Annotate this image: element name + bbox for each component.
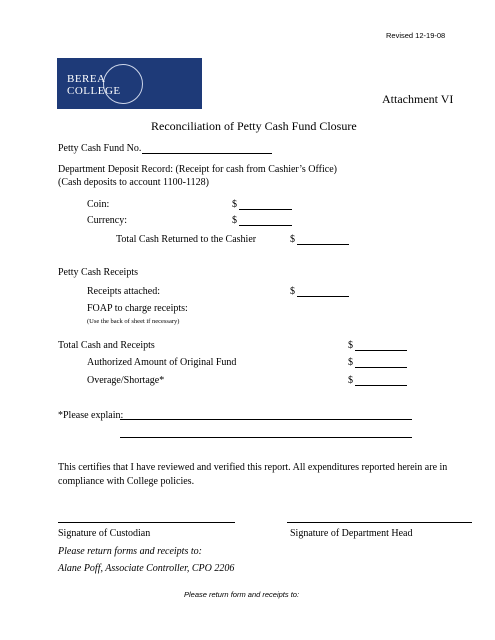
explain-label: *Please explain: [58, 410, 124, 421]
currency-amount-field[interactable] [239, 225, 292, 226]
currency-label: Currency: [87, 215, 127, 226]
fund-no-field[interactable] [142, 153, 272, 154]
total-returned-label: Total Cash Returned to the Cashier [116, 234, 257, 245]
seal-ring-icon [103, 64, 143, 104]
total-returned-field[interactable] [297, 244, 349, 245]
overage-shortage-label: Overage/Shortage* [87, 375, 165, 386]
revision-date: Revised 12-19-08 [386, 31, 446, 40]
currency-dollar-sign: $ [232, 215, 237, 226]
overage-dollar-sign: $ [348, 375, 353, 386]
return-address: Alane Poff, Associate Controller, CPO 2206 [58, 563, 235, 574]
total-returned-dollar-sign: $ [290, 234, 295, 245]
attachment-label: Attachment VI [382, 92, 454, 106]
receipts-amount-field[interactable] [297, 296, 349, 297]
deposit-record-line-1: Department Deposit Record: (Receipt for cash from Cashier’s Office) [58, 164, 337, 175]
foap-label: FOAP to charge receipts: [87, 303, 188, 314]
custodian-signature-label: Signature of Custodian [58, 528, 151, 539]
footer-note: Please return form and receipts to: [184, 590, 300, 599]
deposit-record-line-2: (Cash deposits to account 1100-1128) [58, 177, 209, 188]
total-dollar-sign: $ [348, 340, 353, 351]
total-cash-receipts-field[interactable] [355, 350, 407, 351]
certification-line-1: This certifies that I have reviewed and verified this report. All expenditures reported herein are in [58, 462, 448, 473]
coin-dollar-sign: $ [232, 199, 237, 210]
form-title: Reconciliation of Petty Cash Fund Closure [151, 119, 357, 133]
foap-note: (Use the back of sheet if necessary) [87, 318, 180, 325]
authorized-amount-label: Authorized Amount of Original Fund [87, 357, 237, 368]
return-note: Please return forms and receipts to: [58, 546, 202, 557]
college-logo [57, 58, 202, 109]
explain-field-line-2[interactable] [120, 437, 412, 438]
receipts-dollar-sign: $ [290, 286, 295, 297]
receipts-attached-label: Receipts attached: [87, 286, 161, 297]
fund-no-label: Petty Cash Fund No. [58, 143, 142, 154]
coin-label: Coin: [87, 199, 110, 210]
certification-line-2: compliance with College policies. [58, 476, 195, 487]
authorized-amount-field[interactable] [355, 367, 407, 368]
authorized-dollar-sign: $ [348, 357, 353, 368]
logo-line-2: COLLEGE [67, 85, 121, 97]
receipts-heading: Petty Cash Receipts [58, 267, 138, 278]
explain-field-line-1[interactable] [120, 419, 412, 420]
total-cash-receipts-label: Total Cash and Receipts [58, 340, 155, 351]
custodian-signature-field[interactable] [58, 522, 235, 523]
coin-amount-field[interactable] [239, 209, 292, 210]
overage-shortage-field[interactable] [355, 385, 407, 386]
department-head-signature-label: Signature of Department Head [290, 528, 413, 539]
department-head-signature-field[interactable] [287, 522, 472, 523]
logo-line-1: BEREA [67, 73, 106, 85]
